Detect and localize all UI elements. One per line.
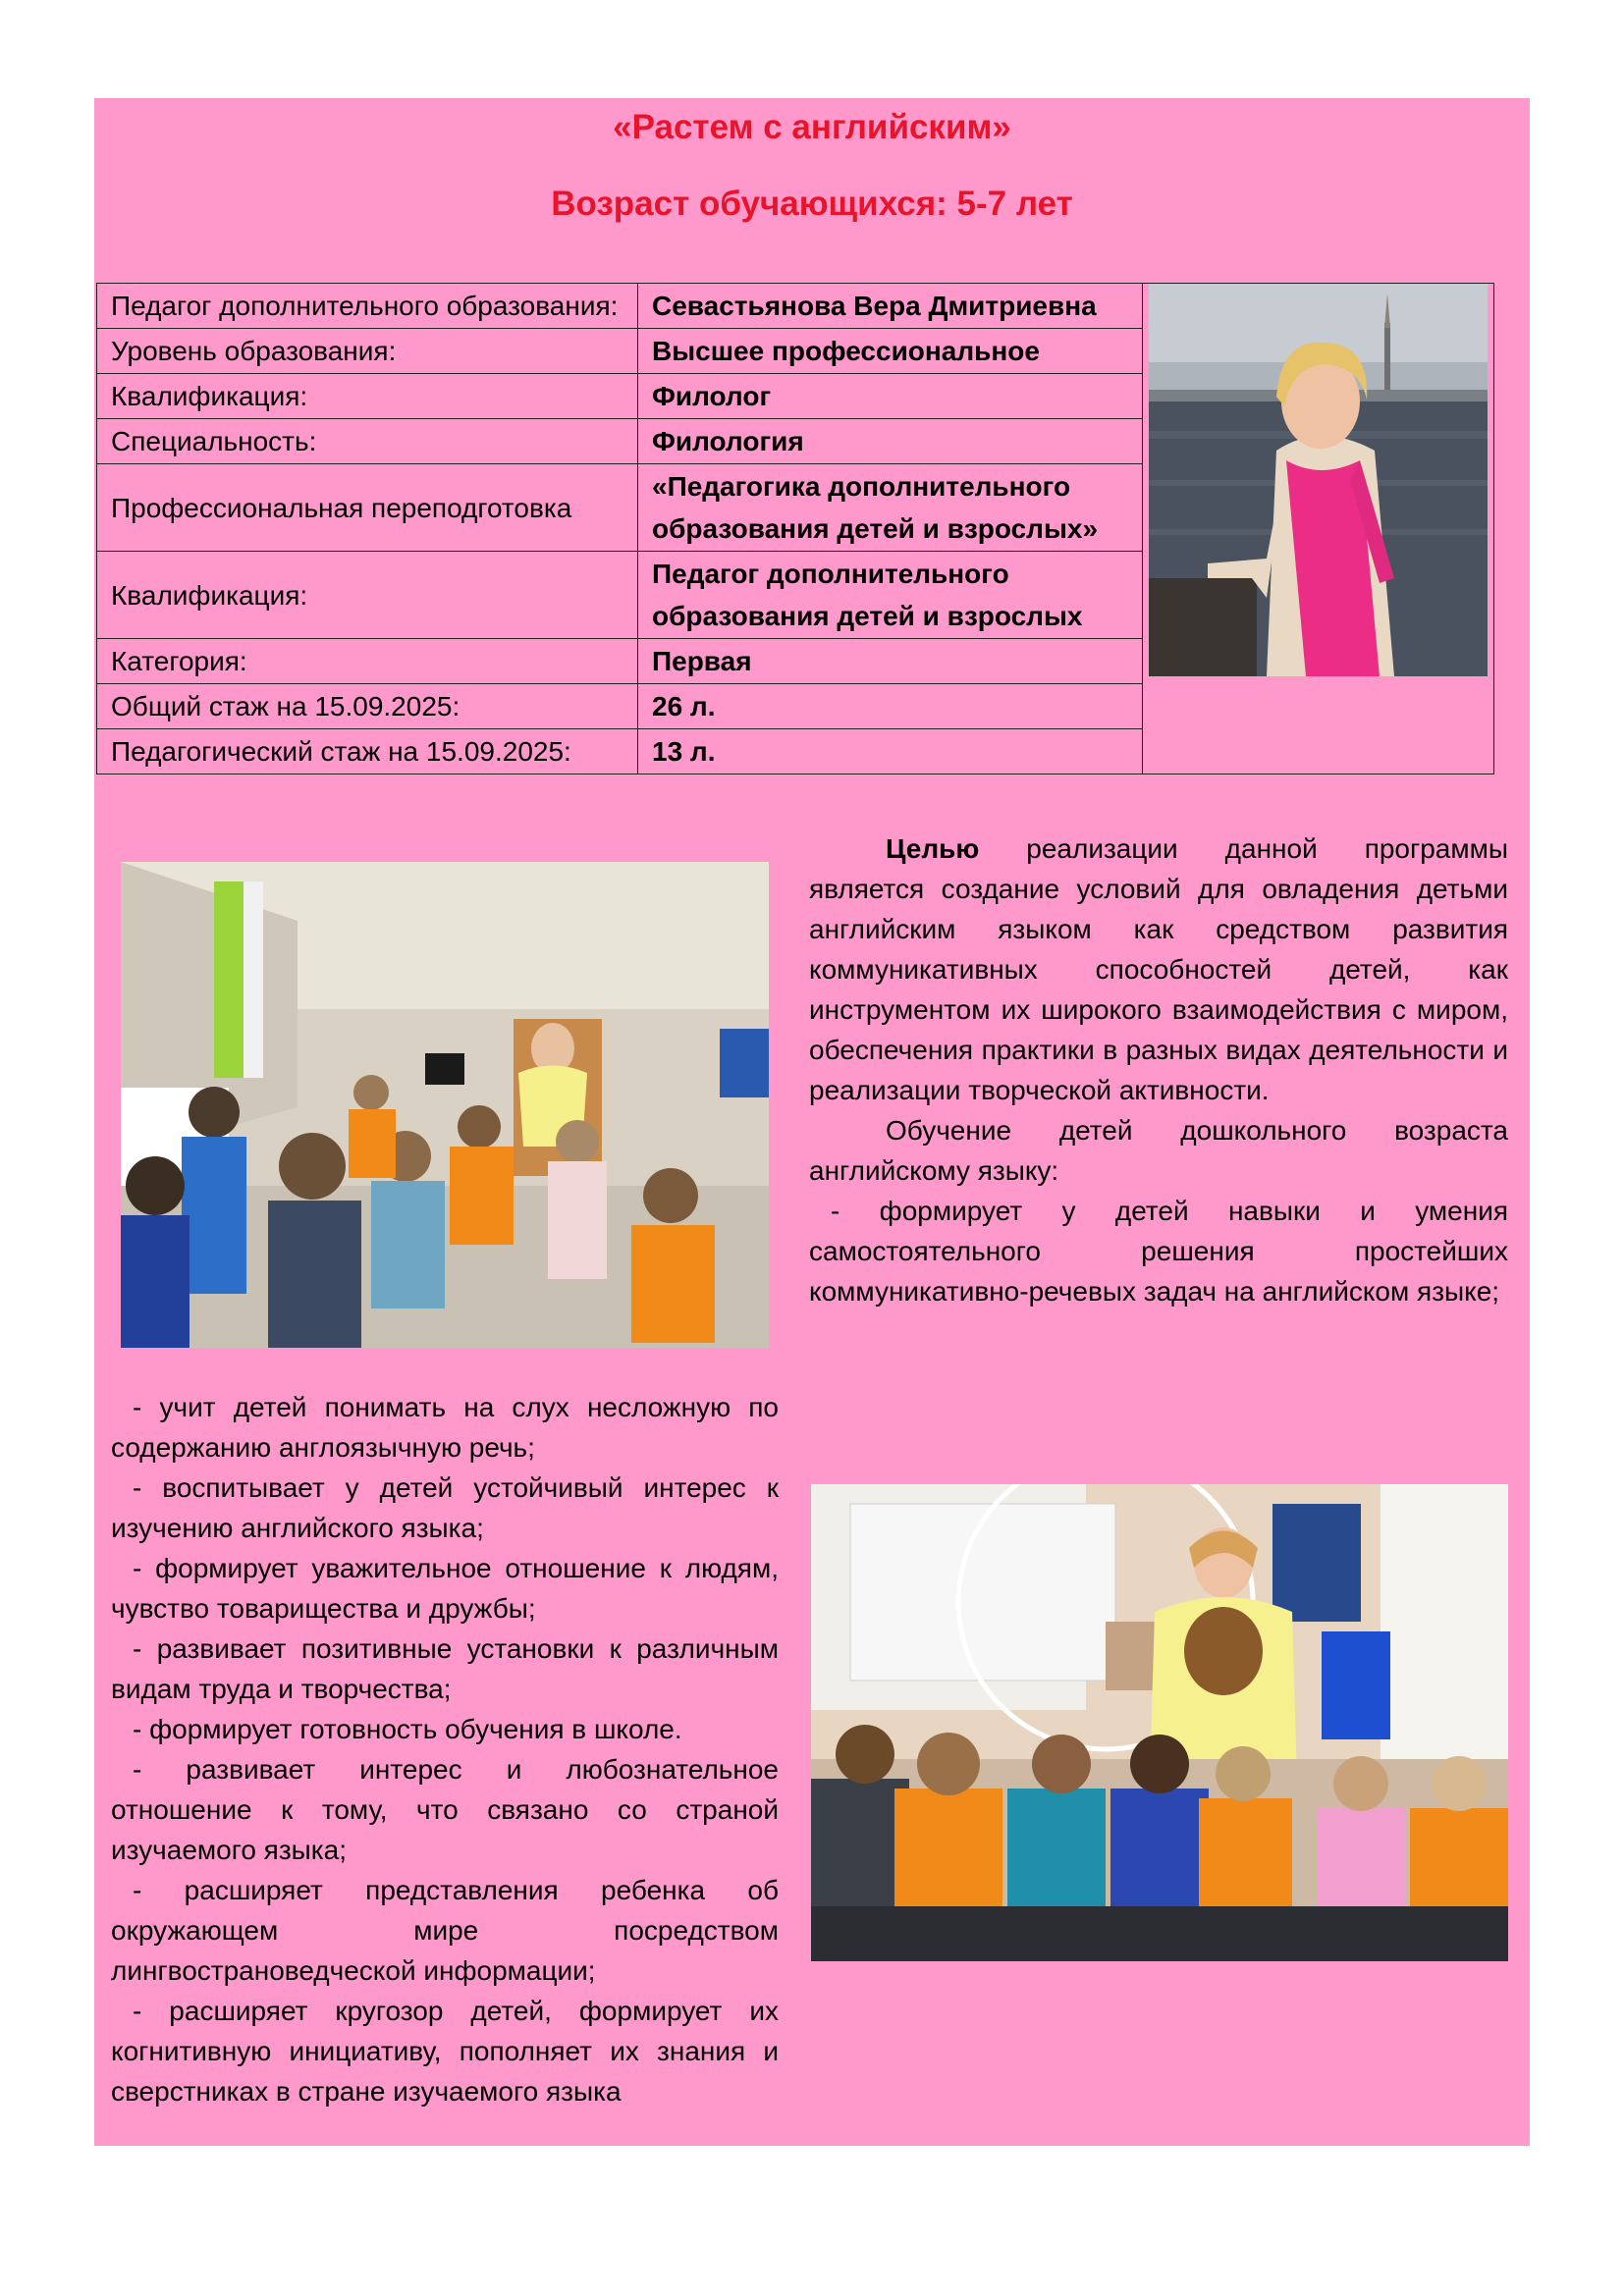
row-value: 13 л. bbox=[638, 729, 1143, 774]
row-value: «Педагогика дополнительного образования детей и взрослых» bbox=[638, 464, 1143, 552]
bullet-item: - развивает позитивные установки к различным видам труда и творчества; bbox=[111, 1633, 779, 1704]
bullet-item: - расширяет кругозор детей, формирует их когнитивную инициативу, пополняет их знания и сверстниках в стране изучаемого языка bbox=[111, 1996, 779, 2107]
row-value: 26 л. bbox=[638, 684, 1143, 729]
row-value: Первая bbox=[638, 639, 1143, 684]
row-label: Педагогический стаж на 15.09.2025: bbox=[97, 729, 638, 774]
goal-text: реализации данной программы является создание условий для овладения детьми английским языком как средством развития коммуникативных способностей детей, как инструментом их широкого взаимодействия с миром, обеспечения практики в разных видах деятельности и реализации творческой активности. bbox=[809, 833, 1508, 1105]
row-label: Профессиональная переподготовка bbox=[97, 464, 638, 552]
table-row bbox=[97, 284, 1494, 329]
bullet-item: - расширяет представления ребенка об окружающем мире посредством лингвострановедческой информации; bbox=[111, 1875, 779, 1986]
row-value: Филология bbox=[638, 419, 1143, 464]
teacher-photo bbox=[1149, 284, 1488, 676]
bullet-item: - воспитывает у детей устойчивый интерес к изучению английского языка; bbox=[111, 1472, 779, 1543]
bullet-item: - формирует у детей навыки и умения самостоятельного решения простейших коммуникативно-речевых задач на английском языке; bbox=[809, 1196, 1508, 1307]
row-value: Педагог дополнительного образования детей и взрослых bbox=[638, 552, 1143, 639]
goal-text-block bbox=[809, 828, 1508, 1311]
classroom-activity-photo bbox=[121, 862, 769, 1348]
bullet-item: - учит детей понимать на слух несложную по содержанию англоязычную речь; bbox=[111, 1392, 779, 1463]
goal-lead: Целью bbox=[886, 833, 980, 864]
row-value: Филолог bbox=[638, 374, 1143, 419]
row-label: Специальность: bbox=[97, 419, 638, 464]
row-label: Квалификация: bbox=[97, 374, 638, 419]
age-subtitle: Возраст обучающихся: 5-7 лет bbox=[551, 185, 1073, 223]
intro-text: Обучение детей дошкольного возраста английскому языку: bbox=[809, 1115, 1508, 1186]
row-label: Общий стаж на 15.09.2025: bbox=[97, 684, 638, 729]
bullet-list bbox=[111, 1387, 779, 2111]
row-label: Уровень образования: bbox=[97, 329, 638, 374]
group-photo bbox=[811, 1484, 1508, 1961]
row-label: Квалификация: bbox=[97, 552, 638, 639]
row-value: Высшее профессиональное bbox=[638, 329, 1143, 374]
bullet-item: - развивает интерес и любознательное отношение к тому, что связано со страной изучаемого языка; bbox=[111, 1754, 779, 1865]
teacher-photo-cell bbox=[1143, 284, 1494, 774]
teacher-info-table bbox=[96, 283, 1494, 774]
program-title: «Растем с английским» bbox=[613, 108, 1011, 146]
bullet-item: - формирует уважительное отношение к людям, чувство товарищества и дружбы; bbox=[111, 1553, 779, 1624]
row-label: Категория: bbox=[97, 639, 638, 684]
document-page bbox=[94, 98, 1530, 2146]
bullet-item: - формирует готовность обучения в школе. bbox=[133, 1714, 682, 1744]
row-value: Севастьянова Вера Дмитриевна bbox=[638, 284, 1143, 329]
row-label: Педагог дополнительного образования: bbox=[97, 284, 638, 329]
